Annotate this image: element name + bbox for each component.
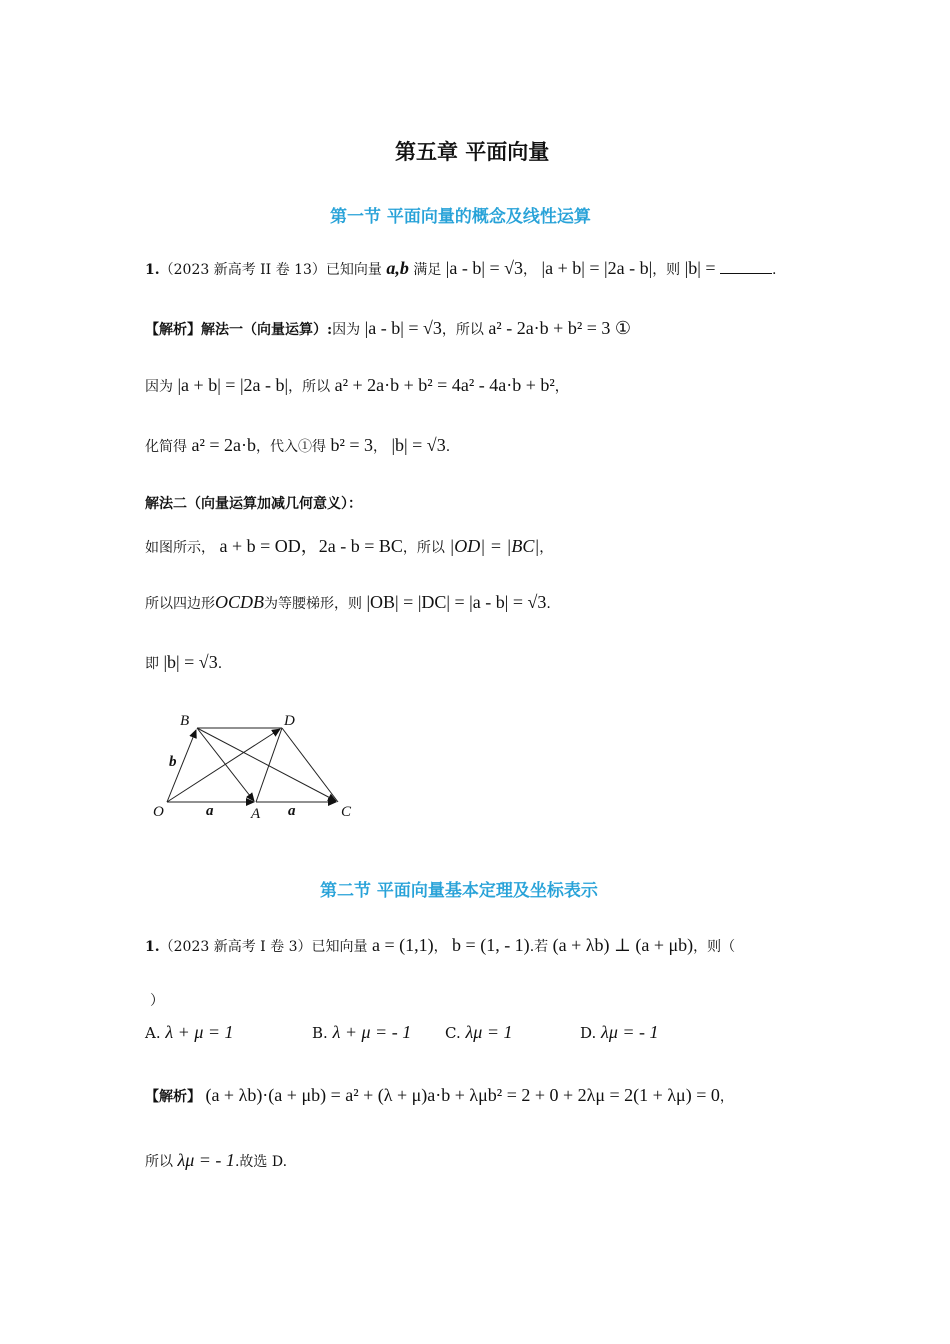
q1-satisfy: 满足 — [413, 262, 442, 278]
sol1-so: ，所以 — [441, 322, 484, 338]
chapter-title: 第五章 平面向量 — [395, 139, 550, 164]
q2-number: 1. — [145, 939, 160, 955]
q1-number: 1. — [145, 262, 160, 278]
option-c[interactable] — [445, 1022, 512, 1043]
sol2-eq8: a + b = OD，2a - b = BC — [219, 536, 403, 556]
q2-eqa: a = (1,1) — [371, 935, 434, 955]
section-1-title: 第一节 平面向量的概念及线性运算 — [330, 207, 591, 227]
sol1-because2: 因为 — [145, 379, 173, 395]
q2-then: ，则（ — [693, 939, 736, 955]
sol1-dot: . — [445, 439, 451, 455]
option-d-expr: λμ = - 1 — [601, 1022, 659, 1042]
option-b-expr: λ + μ = - 1 — [332, 1022, 412, 1042]
sol2-head: 解法二（向量运算加减几何意义）： — [145, 496, 362, 512]
sol1-so2: ，所以 — [288, 379, 331, 395]
option-a-label: A. — [145, 1024, 161, 1042]
sol2-quad-name: OCDB — [215, 592, 264, 612]
q1-line — [145, 258, 776, 279]
option-c-label: C. — [445, 1024, 461, 1042]
label-vector-b: b — [169, 754, 177, 770]
answer-blank — [720, 259, 772, 274]
q2-sol-head: 【解析】 — [145, 1089, 201, 1105]
q1-end: . — [771, 262, 777, 278]
q2-source: （2023 新高考 I 卷 3）已知向量 — [159, 939, 368, 955]
sol1-sub: ，代入①得 — [255, 439, 326, 455]
sol2-line3 — [145, 652, 222, 673]
option-a[interactable] — [145, 1022, 234, 1043]
vector-ba — [197, 728, 254, 801]
sol2-so3: ，所以 — [402, 540, 445, 556]
q1-comma: ， — [523, 262, 538, 278]
sol2-tail3: ， — [539, 540, 554, 556]
q1-then: ，则 — [652, 262, 681, 278]
option-b[interactable] — [312, 1022, 411, 1043]
q1-cond2: |a + b| = |2a - b| — [541, 258, 653, 278]
q2-sol-choose: .故选 D. — [234, 1154, 288, 1170]
sol1-because: 因为 — [332, 322, 361, 338]
segment-dc — [282, 728, 338, 802]
label-a-point: A — [251, 806, 261, 822]
segment-da — [256, 728, 282, 802]
q2-if: .若 — [529, 939, 549, 955]
label-b-point: B — [180, 713, 190, 729]
option-c-expr: λμ = 1 — [465, 1022, 513, 1042]
q2-sol-eq: (a + λb)·(a + μb) = a² + (λ + μ)a·b + λμb² = 2 + 0 + 2λμ = 2(1 + λμ) = 0 — [205, 1085, 720, 1105]
sol1-eq5: a² = 2a·b — [191, 435, 256, 455]
sol1-line2 — [145, 375, 569, 396]
label-c-point: C — [341, 804, 352, 820]
sol2-eq10: |OB| = |DC| = |a - b| = √3 — [366, 592, 547, 612]
sol1-line1 — [145, 318, 631, 339]
q2-sol-so: 所以 — [145, 1154, 173, 1170]
q2-eqb: b = (1, - 1) — [452, 935, 530, 955]
sol1-eq4: a² + 2a·b + b² = 4a² - 4a·b + b² — [334, 375, 555, 395]
sol1-line3 — [145, 435, 450, 456]
sol2-ji: 即 — [145, 656, 159, 672]
vector-bc — [197, 728, 336, 801]
sol2-quad-text2: 为等腰梯形，则 — [264, 596, 362, 612]
sol1-comma: ， — [373, 439, 387, 455]
label-vector-a2: a — [288, 803, 296, 819]
sol2-dot3: . — [217, 656, 223, 672]
sol1-eq6: b² = 3 — [330, 435, 373, 455]
section-2-title: 第二节 平面向量基本定理及坐标表示 — [320, 881, 598, 901]
sol2-quad-text: 所以四边形 — [145, 596, 215, 612]
sol2-dot2: . — [546, 596, 551, 612]
sol2-eq9: |OD| = |BC| — [449, 536, 540, 556]
sol1-head: 【解析】解法一（向量运算）: — [145, 322, 333, 338]
q1-source: （2023 新高考 II 卷 13）已知向量 — [159, 262, 382, 278]
q1-cond1: |a - b| = √3 — [445, 258, 524, 278]
option-a-expr: λ + μ = 1 — [165, 1022, 234, 1042]
q2-sol-line1 — [145, 1085, 734, 1106]
sol2-eq11: |b| = √3 — [163, 652, 218, 672]
sol1-eq2: a² - 2a·b + b² = 3 ① — [488, 318, 632, 338]
sol1-eq7: |b| = √3 — [391, 435, 446, 455]
option-b-label: B. — [312, 1024, 328, 1042]
label-vector-a1: a — [206, 803, 214, 819]
q2-cond: (a + λb) ⊥ (a + μb) — [552, 935, 694, 955]
label-o-point: O — [153, 804, 164, 820]
sol2-line2 — [145, 592, 551, 613]
sol1-simplify: 化简得 — [145, 439, 187, 455]
trapezoid-figure — [140, 705, 380, 830]
label-d-point: D — [284, 713, 295, 729]
vector-od — [167, 729, 280, 802]
sol1-tail2: ， — [554, 379, 569, 395]
q2-sol-tail: ， — [719, 1089, 734, 1105]
q2-sol-eq2: λμ = - 1 — [177, 1150, 235, 1170]
sol2-fig-text: 如图所示， — [145, 540, 215, 556]
q1-ask: |b| = — [684, 258, 716, 278]
sol1-eq3: |a + b| = |2a - b| — [177, 375, 289, 395]
q2-comma: ， — [433, 939, 448, 955]
option-d[interactable] — [580, 1022, 659, 1043]
q2-close-paren: ） — [150, 993, 164, 1009]
q2-sol-line2 — [145, 1150, 287, 1171]
q2-line — [145, 935, 735, 956]
option-d-label: D. — [580, 1024, 597, 1042]
sol2-line1 — [145, 532, 553, 558]
sol1-eq1: |a - b| = √3 — [364, 318, 442, 338]
q1-ab: a,b — [386, 258, 409, 278]
